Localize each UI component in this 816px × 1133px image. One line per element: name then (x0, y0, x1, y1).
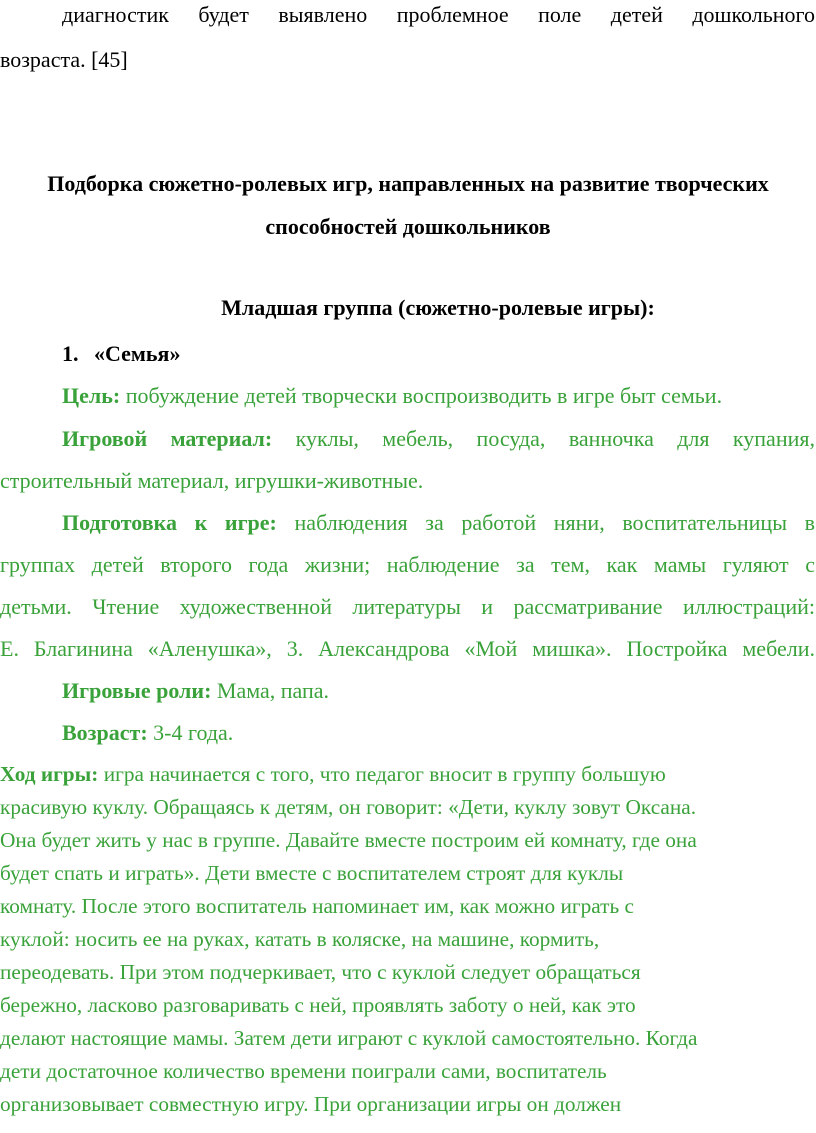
prep-label: Подготовка к игре: (62, 510, 277, 535)
course-line-7: переодевать. При этом подчеркивает, что с куклой следует обращаться (0, 960, 641, 984)
intro-line-1: диагностик будет выявлено проблемное поле детей дошкольного (62, 2, 815, 27)
goal-text: побуждение детей творчески воспроизводить в игре быт семьи. (125, 383, 723, 408)
material-text-1: куклы, мебель, посуда, ванночка для купания, (295, 426, 815, 451)
age-text: 3-4 года. (153, 720, 234, 745)
prep-text-1: наблюдения за работой няни, воспитательницы в (294, 510, 816, 535)
course-line-3: Она будет жить у нас в группе. Давайте вместе построим ей комнату, где она (0, 828, 697, 852)
intro-line-2: возраста. [45] (0, 47, 128, 72)
material-line-1 (62, 426, 815, 452)
section-title-line-2: способностей дошкольников (265, 214, 551, 239)
age-label: Возраст: (62, 720, 148, 745)
goal-label: Цель: (62, 383, 121, 408)
prep-line-3: детьми. Чтение художественной литературы и рассматривание иллюстраций: (0, 594, 815, 619)
section-title-line-1: Подборка сюжетно-ролевых игр, направленных на развитие творческих (47, 171, 769, 196)
course-line-6: куклой: носить ее на руках, катать в коляске, на машине, кормить, (0, 927, 600, 951)
course-line-4: будет спать и играть». Дети вместе с воспитателем строят для куклы (0, 861, 624, 885)
course-line-5: комнату. После этого воспитатель напоминает им, как можно играть с (0, 894, 634, 918)
roles-label: Игровые роли: (62, 678, 212, 703)
course-line-1 (0, 762, 816, 787)
age-paragraph (62, 720, 662, 746)
goal-paragraph (62, 383, 815, 409)
roles-text: Мама, папа. (216, 678, 330, 703)
course-line-2: красивую куклу. Обращаясь к детям, он говорит: «Дети, куклу зовут Оксана. (0, 795, 697, 819)
roles-paragraph (62, 678, 662, 704)
prep-line-1 (62, 510, 815, 536)
game-name: «Семья» (94, 341, 181, 366)
course-line-9: делают настоящие мамы. Затем дети играют с куклой самостоятельно. Когда (0, 1026, 698, 1050)
course-line-11: организовывает совместную игру. При организации игры он должен (0, 1092, 622, 1116)
material-label: Игровой материал: (62, 426, 273, 451)
course-line-10: дети достаточное количество времени поиграли сами, воспитатель (0, 1059, 607, 1083)
game-title (62, 341, 462, 367)
prep-line-2: группах детей второго года жизни; наблюдение за тем, как мамы гуляют с (0, 552, 815, 577)
course-label: Ход игры: (0, 762, 99, 786)
game-number: 1. (62, 341, 79, 366)
material-line-2: строительный материал, игрушки-животные. (0, 468, 424, 493)
group-heading: Младшая группа (сюжетно-ролевые игры): (221, 295, 655, 320)
course-text-1: игра начинается с того, что педагог вносит в группу большую (103, 762, 666, 786)
course-line-8: бережно, ласково разговаривать с ней, проявлять заботу о ней, как это (0, 993, 636, 1017)
prep-line-4: Е. Благинина «Аленушка», 3. Александрова «Мой мишка». Постройка мебели. (0, 636, 815, 661)
